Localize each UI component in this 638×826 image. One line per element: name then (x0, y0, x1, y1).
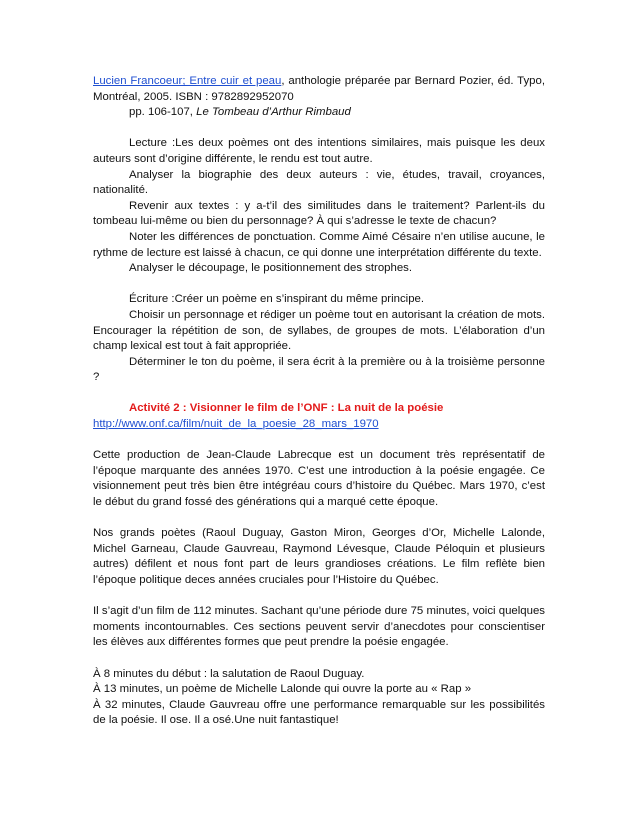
lecture-intro: Lecture :Les deux poèmes ont des intentions similaires, mais puisque les deux auteurs sont d’origine différente, le rendu est tout autre. (93, 137, 545, 165)
reference-link[interactable]: Lucien Francoeur; Entre cuir et peau (93, 75, 282, 87)
ecriture-ton: Déterminer le ton du poème, il sera écrit à la première ou à la troisième personne ? (93, 355, 545, 384)
reference-line (93, 74, 545, 105)
paragraph-poetes: Nos grands poètes (Raoul Duguay, Gaston Miron, Georges d’Or, Michelle Lalonde, Michel Garneau, Claude Gauvreau, Raymond Lévesque, Claude Péloquin et plusieurs autres) défilent et nous font part de leurs grandioses créations. Le film reflète bien l’époque politique deces années cruciales pour l’Histoire du Québec. (93, 527, 545, 586)
onf-film-link[interactable]: http://www.onf.ca/film/nuit_de_la_poesie_28_mars_1970 (93, 418, 379, 431)
activite-url-line (93, 417, 545, 433)
paragraph-production: Cette production de Jean-Claude Labrecque est un document très représentatif de l’époque marquante des années 1970. C’est une introduction à la poésie engagée. Ce visionnement peut très bien être intégréau cours d’histoire du Québec. Mars 1970, c’est le début du grand fossé des générations qui a marqué cette époque. (93, 449, 545, 509)
reference-title: Le Tombeau d’Arthur Rimbaud (196, 106, 351, 119)
moment-13-minutes: À 13 minutes, un poème de Michelle Lalonde qui ouvre la porte au « Rap » (93, 683, 472, 696)
lecture-ponctuation: Noter les différences de ponctuation. Comme Aimé Césaire n’en utilise aucune, le rythme de lecture est laissé à chacun, ce qui donne une interprétation différente du texte. (93, 230, 545, 259)
spacer (93, 386, 545, 402)
spacer (93, 651, 545, 667)
spacer (93, 277, 545, 293)
document-page (93, 74, 545, 729)
spacer (93, 589, 545, 605)
moment-32-minutes: À 32 minutes, Claude Gauvreau offre une performance remarquable sur les possibilités de la poésie. Il ose. Il a osé.Une nuit fantastique! (93, 698, 545, 727)
activite-heading: Activité 2 : Visionner le film de l’ONF : La nuit de la poésie (129, 402, 444, 415)
spacer (93, 433, 545, 449)
spacer (93, 511, 545, 527)
lecture-biographie: Analyser la biographie des deux auteurs : vie, études, travail, croyances, nationalité. (93, 168, 545, 197)
reference-pages: pp. 106-107, Le Tombeau d’Arthur Rimbaud (129, 106, 351, 119)
spacer (93, 121, 545, 137)
paragraph-duree: Il s’agit d’un film de 112 minutes. Sachant qu’une période dure 75 minutes, voici quelques moments incontournables. Ces sections peuvent servir d’anecdotes pour conscientiser les élèves aux différentes formes que peut prendre la poésie engagée. (93, 605, 545, 649)
moment-8-minutes: À 8 minutes du début : la salutation de Raoul Duguay. (93, 667, 365, 680)
lecture-decoupage: Analyser le découpage, le positionnement des strophes. (129, 262, 413, 275)
reference-details: , anthologie préparée par Bernard Pozier, éd. Typo, Montréal, 2005. ISBN : 9782892952070 (93, 75, 545, 103)
ecriture-intro: Écriture :Créer un poème en s’inspirant du même principe. (129, 293, 425, 306)
ecriture-personnage: Choisir un personnage et rédiger un poème tout en autorisant la création de mots. Encourager la répétition de son, de syllabes, de groupes de mots. L’élaboration d’un champ lexical est tout à fait appropriée. (93, 308, 545, 353)
lecture-textes: Revenir aux textes : y a-t’il des similitudes dans le traitement? Parlent-ils du tombeau lui-même ou bien du personnage? À qui s’adresse le texte de chacun? (93, 199, 545, 228)
